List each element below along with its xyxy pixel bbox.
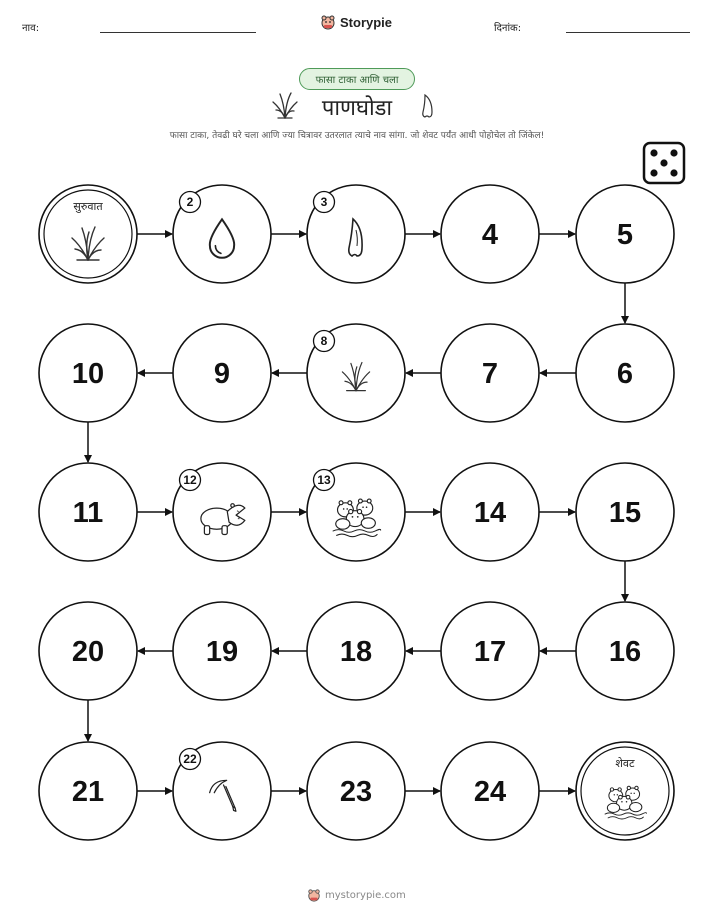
number-square-15 (576, 463, 674, 561)
number-square-5 (576, 185, 674, 283)
square-number: 10 (71, 358, 105, 390)
number-square-9 (173, 324, 271, 422)
square-number-badge: 2 (186, 195, 194, 210)
number-square-11 (39, 463, 137, 561)
square-number: 21 (71, 776, 105, 808)
start-label: सुरुवात (73, 200, 103, 213)
square-number-badge: 13 (317, 473, 331, 488)
square-number: 9 (213, 358, 231, 390)
picture-square-2 (173, 185, 271, 283)
square-number-badge: 8 (320, 334, 328, 349)
name-label: नाव: (22, 23, 40, 34)
square-number: 20 (71, 636, 105, 668)
number-square-6 (576, 324, 674, 422)
footer (307, 884, 417, 906)
square-number: 6 (616, 358, 634, 390)
number-square-24 (441, 742, 539, 840)
square-number: 7 (481, 358, 499, 390)
footer-url[interactable]: mystorypie.com (325, 889, 406, 901)
square-number-badge: 22 (183, 752, 197, 767)
square-number: 24 (473, 776, 507, 808)
number-square-10 (39, 324, 137, 422)
date-label: दिनांक: (494, 23, 522, 34)
picture-square-22 (173, 742, 271, 840)
number-square-20 (39, 602, 137, 700)
page-title: पाणघोडा (321, 96, 393, 121)
picture-square-12 (173, 463, 271, 561)
square-number: 23 (339, 776, 373, 808)
number-square-16 (576, 602, 674, 700)
number-square-4 (441, 185, 539, 283)
brand-name: Storypie (340, 14, 393, 30)
square-number-badge: 12 (183, 473, 197, 488)
number-square-14 (441, 463, 539, 561)
square-number: 4 (481, 219, 499, 251)
square-number: 5 (616, 219, 634, 251)
end-square (576, 742, 674, 840)
start-square (39, 185, 137, 283)
number-square-23 (307, 742, 405, 840)
storypie-mascot-icon (307, 888, 321, 902)
end-label: शेवट (615, 757, 635, 770)
number-square-21 (39, 742, 137, 840)
square-number: 17 (473, 636, 507, 668)
square-number: 19 (205, 636, 239, 668)
number-square-18 (307, 602, 405, 700)
square-number-badge: 3 (320, 195, 328, 210)
instructions: फासा टाका, तेवढी घरे चला आणि ज्या चित्रावर उतरलात त्याचे नाव सांगा. जो शेवट पर्यंत आधी पोहोचेल तो जिंकेल! (169, 131, 545, 141)
picture-square-13 (307, 463, 405, 561)
number-square-7 (441, 324, 539, 422)
square-number: 18 (339, 636, 373, 668)
number-square-17 (441, 602, 539, 700)
square-number: 16 (608, 636, 642, 668)
square-number: 15 (608, 497, 642, 529)
picture-square-3 (307, 185, 405, 283)
square-number: 14 (473, 497, 507, 529)
number-square-19 (173, 602, 271, 700)
square-number: 11 (72, 497, 104, 529)
picture-square-8 (307, 324, 405, 422)
activity-tag: फासा टाका आणि चला (299, 68, 415, 90)
